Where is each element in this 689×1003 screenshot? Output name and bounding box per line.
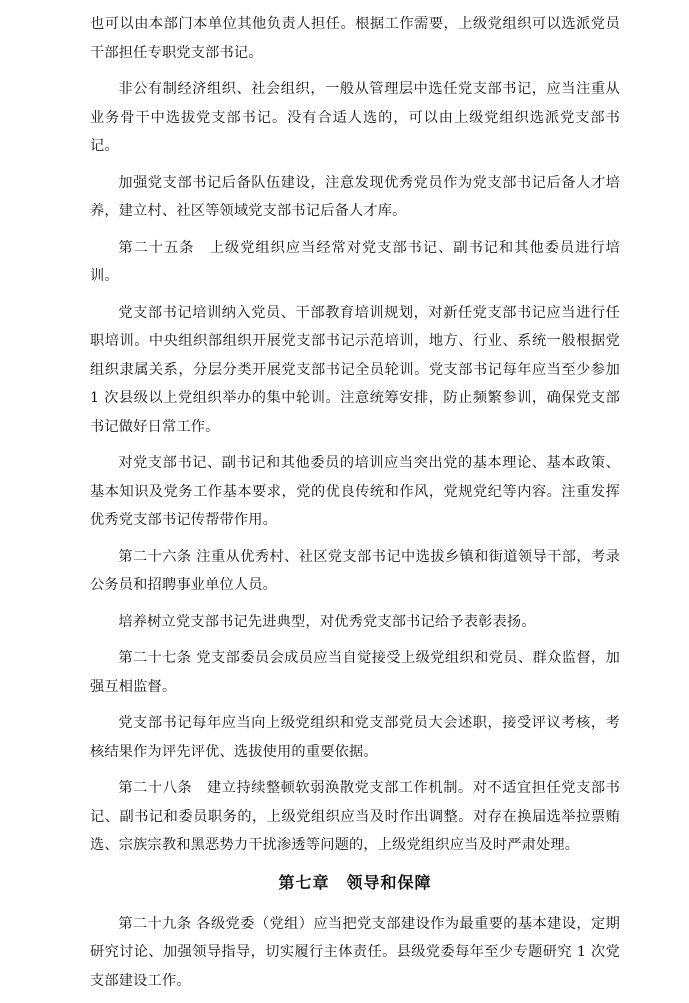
article-25: 第二十五条 上级党组织应当经常对党支部书记、副书记和其他委员进行培训。 [90,239,620,284]
article-27: 第二十七条 党支部委员会成员应当自觉接受上级党组织和党员、群众监督，加强互相监督。 [90,650,620,695]
document-body [90,10,620,1003]
article-28: 第二十八条 建立持续整顿软弱涣散党支部工作机制。对不适宜担任党支部书记、副书记和委员职务的，上级党组织应当及时作出调整。对存在换届选举拉票贿选、宗族宗教和黑恶势力干扰渗透等问题的，上级党组织应当及时严肃处理。 [90,780,620,853]
paragraph: 非公有制经济组织、社会组织，一般从管理层中选任党支部书记，应当注重从业务骨干中选拔党支部书记。没有合适人选的，可以由上级党组织选派党支部书记。 [90,81,620,154]
paragraph: 加强党支部书记后备队伍建设，注意发现优秀党员作为党支部书记后备人才培养，建立村、社区等领域党支部书记后备人才库。 [90,174,620,219]
article-29: 第二十九条 各级党委（党组）应当把党支部建设作为最重要的基本建设，定期研究讨论、加强领导指导，切实履行主体责任。县级党委每年至少专题研究 1 次党支部建设工作。 [90,915,620,989]
paragraph: 对党支部书记、副书记和其他委员的培训应当突出党的基本理论、基本政策、基本知识及党务工作基本要求，党的优良传统和作风，党规党纪等内容。注重发挥优秀党支部书记传帮带作用。 [90,455,620,528]
paragraph: 党支部书记每年应当向上级党组织和党支部党员大会述职，接受评议考核，考核结果作为评先评优、选拔使用的重要依据。 [90,715,620,760]
paragraph-continuation: 也可以由本部门本单位其他负责人担任。根据工作需要，上级党组织可以选派党员干部担任专职党支部书记。 [90,16,620,61]
article-26: 第二十六条 注重从优秀村、社区党支部书记中选拔乡镇和街道领导干部，考录公务员和招聘事业单位人员。 [90,548,620,593]
paragraph: 培养树立党支部书记先进典型，对优秀党支部书记给予表彰表扬。 [118,613,536,630]
paragraph: 党支部书记培训纳入党员、干部教育培训规划，对新任党支部书记应当进行任职培训。中央组织部组织开展党支部书记示范培训，地方、行业、系统一般根据党组织隶属关系，分层分类开展党支部书记全员轮训。党支部书记每年应当至少参加 1 次县级以上党组织举办的集中轮训。注意统筹安排，防止频繁参训，确保党支部书记做好日常工作。 [90,304,620,435]
chapter-heading: 第七章 领导和保障 [278,872,432,892]
